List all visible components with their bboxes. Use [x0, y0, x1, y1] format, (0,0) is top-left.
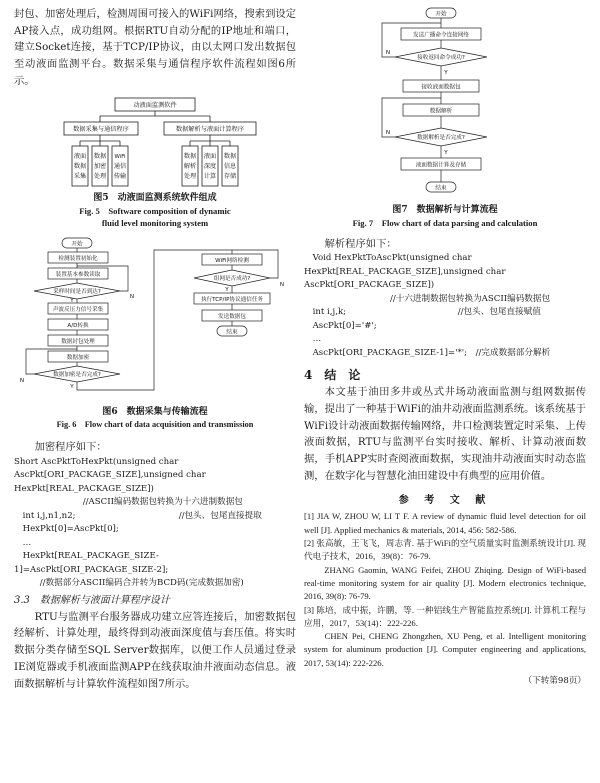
fig7-broadcast: 发送广播命令连接网络 — [413, 32, 469, 39]
fig5-leaf: 传输 — [113, 172, 127, 180]
fig5-leaf: 通信 — [113, 162, 127, 170]
reference-item: [2] 张高敏，王飞飞，周志青. 基于WiFi的空气质量实时监测系统设计[J]. 现代电子技术，2016，39(8)：76-79. — [304, 538, 586, 562]
reference-item: [1] JIA W, ZHOU W, LI T F. A review of dynamic fluid level detection for oil well [J]. Applied mechanics & materials, 2014, 456: 582-586. — [304, 511, 586, 535]
section-4-title: 4 结 论 — [304, 368, 361, 383]
fig5-caption-en-1: Fig. 5 Software composition of dynamic — [79, 205, 231, 216]
fig6-init: 检测装置初始化 — [58, 255, 98, 262]
fig5-leaf: 采集 — [73, 172, 87, 180]
fig6-acquire: 声波反压力信号采集 — [52, 306, 104, 313]
fig6-params: 装置基本参数读取 — [55, 271, 101, 278]
fig7-label-y1: Y — [444, 70, 448, 76]
fig6-start: 开始 — [71, 241, 83, 248]
fig5-leaf: 液面 — [203, 152, 217, 160]
reference-item: CHEN Pei, CHENG Zhongzhen, XU Peng, et al. Intelligent monitoring system for aluminum production [J]. Computer engineering and applications, 2017, 53(14): 222-226. — [304, 631, 586, 668]
fig7-caption-en: Fig. 7 Flow chart of data parsing and calculation — [352, 218, 538, 228]
fig5-top-box: 动液面监测软件 — [133, 101, 177, 109]
fig7-label-y2: Y — [444, 150, 448, 156]
fig6-tcpip: 执行TCP/IP协议通信任务 — [200, 296, 264, 303]
figure-5-diagram — [14, 96, 296, 192]
fig6-caption-en: Fig. 6 Flow chart of data acquisition and transmission — [56, 419, 254, 429]
fig7-parse: 数据解析 — [429, 108, 453, 115]
fig6-decision-encrypt: 数据加密是否完成? — [53, 371, 101, 378]
left-column — [14, 0, 296, 692]
reference-item: [3] 陈培，成中振，许鹏，等. 一种铝线生产智能监控系统[J]. 计算机工程与应用，2017，53(14)：222-226. — [304, 604, 586, 628]
fig6-label-n1: N — [129, 293, 135, 300]
fig6-label-y3: Y — [225, 286, 229, 293]
fig7-caption-cn: 图7 数据解析与计算流程 — [392, 205, 498, 215]
fig7-end: 结束 — [435, 185, 447, 192]
fig5-mid-left-box: 数据采集与通信程序 — [73, 125, 129, 133]
section-3-3-title: 3.3 数据解析与液面计算程序设计 — [14, 594, 170, 606]
fig5-leaf: 数据 — [93, 152, 107, 160]
fig7-label-n2: N — [385, 130, 391, 136]
parse-code: Void HexPktToAscPkt(unsigned char HexPkt[REAL_PACKAGE_SIZE],unsigned char AscPkt[ORI_PACKAGE_SIZE]) //十六进制数据包转换为ASCII编码数据包 int i,j,k; //包头、包尾直接赋值 AscPkt[0]='#'; … AscPkt[ORI_PACKAGE_SIZE-1]='*'; //完成数据部分解析 — [304, 253, 551, 358]
fig6-ad: A/D转换 — [67, 322, 89, 329]
references-heading: 参 考 文 献 — [398, 495, 492, 507]
fig5-mid-right-box: 数据解析与液面计算程序 — [175, 125, 245, 133]
fig7-start: 开始 — [435, 11, 447, 18]
fig5-leaf: 解析 — [183, 162, 197, 170]
reference-list — [304, 510, 586, 670]
parse-title: 解析程序如下： — [324, 237, 397, 250]
intro-paragraph: 封包、加密处理后，检测周围可接入的WiFi网络，搜索到设定AP接入点，成功组网。根据RTU自动分配的IP地址和端口，建立Socket连接，基于TCP/IP协议，由以太网口发出数据包至动液面监测平台。数据采集与通信程序软件流程如图6所示。 — [14, 8, 296, 87]
reference-item: ZHANG Gaomin, WANG Feifei, ZHOU Zhiqing. Design of WiFi-based real-time monitoring system for air quality [J]. Modern electronics technique, 2016, 39(8): 76-79. — [304, 564, 586, 602]
fig5-caption-cn: 图5 动液面监测系统软件组成 — [93, 192, 217, 203]
fig5-leaf: 数据 — [73, 162, 87, 170]
encrypt-code: Short AscPktToHexPkt(unsigned char AscPkt[ORI_PACKAGE_SIZE],unsigned char HexPkt[REAL_PACKAGE_SIZE]) //ASCII编码数据包转换为十六进制数据包 int i,j,n1,n2; //包头、包尾直接提取 HexPkt[0]=AscPkt[0]; … HexPkt[REAL_PACKAGE_SIZE-1]=AscPkt[ORI_PACKAGE_SIZE-2]; //数据部分ASCII编码合并转为BCD码(完成数据加密) — [14, 456, 262, 589]
fig6-label-y1: Y — [70, 297, 74, 304]
continued-note: （下转第98页） — [523, 675, 586, 686]
fig5-leaf: 信息 — [223, 162, 237, 170]
fig5-leaf: 加密 — [93, 162, 107, 170]
figure-6-flowchart — [14, 236, 296, 406]
figure-7-flowchart — [304, 4, 586, 204]
fig5-leaf: 液面 — [73, 152, 87, 160]
fig6-packet: 数据封包处理 — [61, 338, 95, 345]
fig5-leaf: WiFi — [114, 153, 126, 160]
fig6-end: 结束 — [226, 329, 238, 336]
fig6-encrypt: 数据加密 — [66, 354, 90, 361]
right-column — [304, 0, 586, 688]
fig6-label-n2: N — [19, 377, 25, 384]
fig6-wifi-detect: WiFi网络检测 — [215, 257, 249, 264]
fig5-caption-en-2: fluid level monitoring system — [101, 218, 209, 229]
fig7-decision-parse: 数据解析是否完成? — [417, 135, 465, 141]
fig6-caption-cn: 图6 数据采集与传输流程 — [102, 406, 208, 417]
fig6-send: 发送数据包 — [218, 313, 246, 320]
fig5-leaf: 存储 — [223, 172, 237, 180]
fig5-leaf: 数据 — [183, 152, 197, 160]
fig7-decision-recv: 接收返回命令成功? — [417, 55, 465, 61]
fig6-decision-network: 组网是否成功? — [213, 275, 251, 282]
fig5-leaf: 计算 — [203, 172, 217, 180]
encrypt-title: 加密程序如下： — [34, 441, 107, 454]
fig5-leaf: 处理 — [93, 172, 107, 180]
fig5-leaf: 处理 — [183, 172, 197, 180]
fig7-calc-store: 液面数据计算及存储 — [415, 162, 467, 169]
fig7-label-n1: N — [385, 50, 391, 56]
fig6-label-y2: Y — [70, 383, 74, 390]
fig5-leaf: 深度 — [203, 162, 217, 170]
fig7-recv-packet: 接收液面数据包 — [421, 84, 461, 91]
conclusion-paragraph: 本文基于油田多井或丛式井场动液面监测与组网数据传输，提出了一种基于WiFi的油井动液面监测系统。该系统基于WiFi设计动液面数据传输网络，井口检测装置定时采集、上传液面数据，RTU与监测平台实时接收、解析、计算动液面数据，手机APP实时查阅液面数据，实现油井动液面实时动态监测，在数字化与智慧化油田建设中有典型的应用价值。 — [304, 386, 586, 482]
section-3-3-paragraph: RTU与监测平台服务器成功建立应答连接后，加密数据包经解析、计算处理，最终得到动液面深度值与套压值。将实时数据分类存储至SQL Server数据库，以便工作人员通过登录IE浏览器或手机液面监测APP在线获取油井液面动态信息。液面数据解析与计算软件流程如图7所示。 — [14, 610, 296, 690]
fig6-label-n3: N — [279, 281, 285, 288]
fig5-leaf: 数据 — [223, 152, 237, 160]
fig6-decision-sample: 采样时间是否到达? — [53, 288, 101, 295]
